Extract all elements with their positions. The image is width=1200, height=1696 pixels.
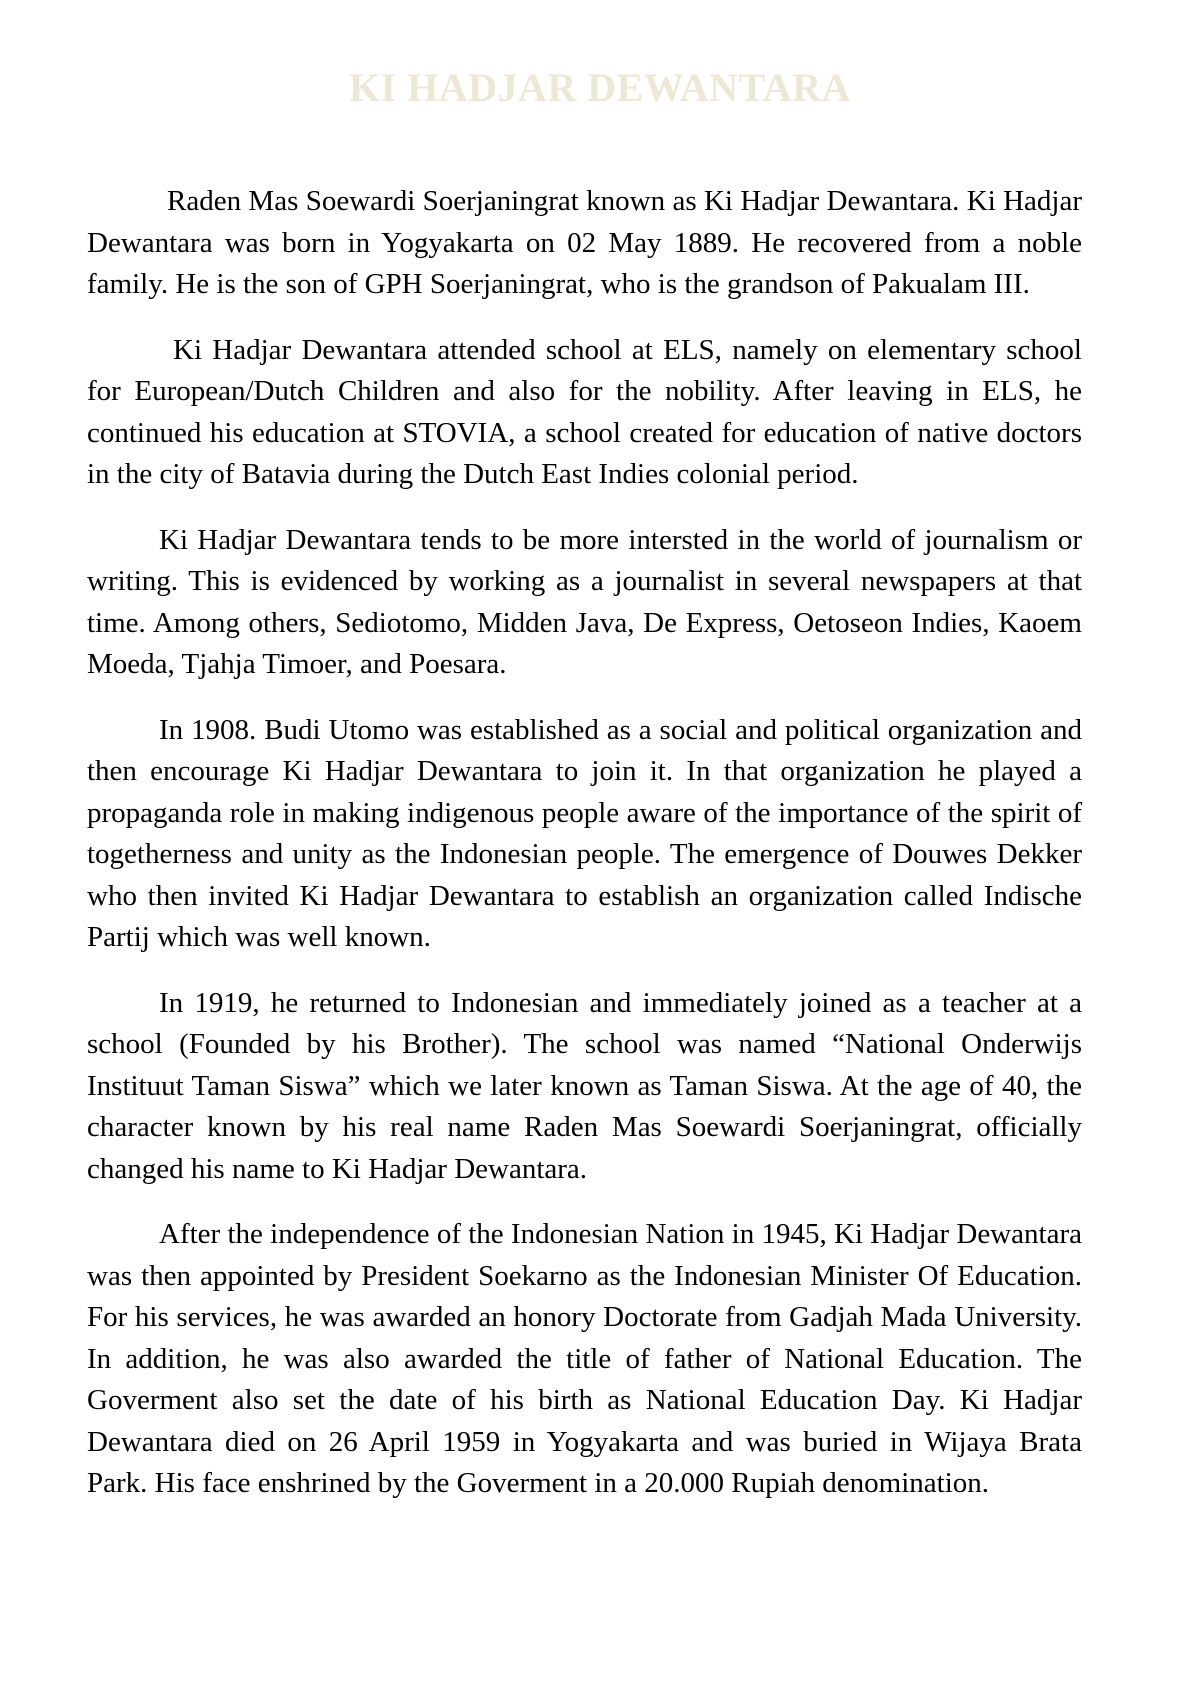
paragraph-budi-utomo: In 1908. Budi Utomo was established as a social and political organization and then encourage Ki Hadjar Dewantara to join it. In that organization he played a propaganda role in making indigenous people aware of the importance of the spirit of togetherness and unity as the Indonesian people. The emergence of Douwes Dekker who then invited Ki Hadjar Dewantara to establish an organization called Indische Partij which was well known. (87, 713, 1082, 953)
paragraph-birth-and-family: Raden Mas Soewardi Soerjaningrat known as Ki Hadjar Dewantara. Ki Hadjar Dewantara was born in Yogyakarta on 02 May 1889. He recovered from a noble family. He is the son of GPH Soerjaningrat, who is the grandson of Pakualam III. (87, 185, 1082, 300)
paragraph-taman-siswa: In 1919, he returned to Indonesian and immediately joined as a teacher at a school (Founded by his Brother). The school was named “National Onderwijs Instituut Taman Siswa” which we later known as Taman Siswa. At the age of 40, the character known by his real name Raden Mas Soewardi Soerjaningrat, officially changed his name to Ki Hadjar Dewantara. (87, 986, 1082, 1185)
paragraph-independence: After the independence of the Indonesian Nation in 1945, Ki Hadjar Dewantara was then appointed by President Soekarno as the Indonesian Minister Of Education. For his services, he was awarded an honory Doctorate from Gadjah Mada University. In addition, he was also awarded the title of father of National Education. The Goverment also set the date of his birth as National Education Day. Ki Hadjar Dewantara died on 26 April 1959 in Yogyakarta and was buried in Wijaya Brata Park. His face enshrined by the Goverment in a 20.000 Rupiah denomination. (87, 1218, 1082, 1499)
paragraph-journalism: Ki Hadjar Dewantara tends to be more intersted in the world of journalism or writing. This is evidenced by working as a journalist in several newspapers at that time. Among others, Sediotomo, Midden Java, De Express, Oetoseon Indies, Kaoem Moeda, Tjahja Timoer, and Poesara. (87, 523, 1082, 680)
paragraph-education: Ki Hadjar Dewantara attended school at ELS, namely on elementary school for European/Dutch Children and also for the nobility. After leaving in ELS, he continued his education at STOVIA, a school created for education of native doctors in the city of Batavia during the Dutch East Indies colonial period. (87, 333, 1082, 490)
document-body (87, 181, 1082, 1529)
document-title: KI HADJAR DEWANTARA (348, 65, 852, 110)
